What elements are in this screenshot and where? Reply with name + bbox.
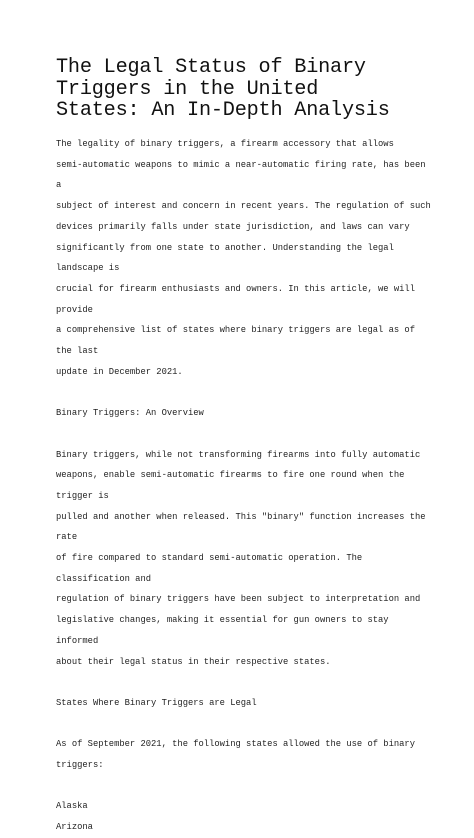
- spacer: [56, 672, 436, 693]
- spacer: [56, 714, 436, 735]
- section-heading-states: States Where Binary Triggers are Legal: [56, 697, 257, 708]
- spacer: [56, 776, 436, 797]
- section-heading-overview: Binary Triggers: An Overview: [56, 408, 204, 419]
- state-item: Alaska: [56, 801, 88, 812]
- overview-paragraph: Binary triggers, while not transforming firearms into fully automatic weapons, enable semi-automatic firearms to fire one round when the trigger is pulled and another when released. This "binary" function increases the rate of fire compared to standard semi-automatic operation. The classification and regulation of binary triggers have been subject to interpretation and legislative changes, making it essential for gun owners to stay informed about their legal status in their respective states.: [56, 449, 426, 667]
- spacer: [56, 382, 436, 403]
- states-intro-paragraph: As of September 2021, the following states allowed the use of binary triggers:: [56, 739, 415, 771]
- intro-paragraph: The legality of binary triggers, a firearm accessory that allows semi-automatic weapons to mimic a near-automatic firing rate, has been a subject of interest and concern in recent years. The regulation of such devices primarily falls under state jurisdiction, and laws can vary significantly from one state to another. Understanding the legal landscape is crucial for firearm enthusiasts and owners. In this article, we will provide a comprehensive list of states where binary triggers are legal as of the last update in December 2021.: [56, 139, 431, 377]
- spacer: [56, 424, 436, 445]
- document-body: [56, 134, 436, 838]
- document-title: The Legal Status of Binary Triggers in the United States: An In-Depth Analysis: [56, 56, 390, 122]
- state-item: Arizona: [56, 822, 93, 833]
